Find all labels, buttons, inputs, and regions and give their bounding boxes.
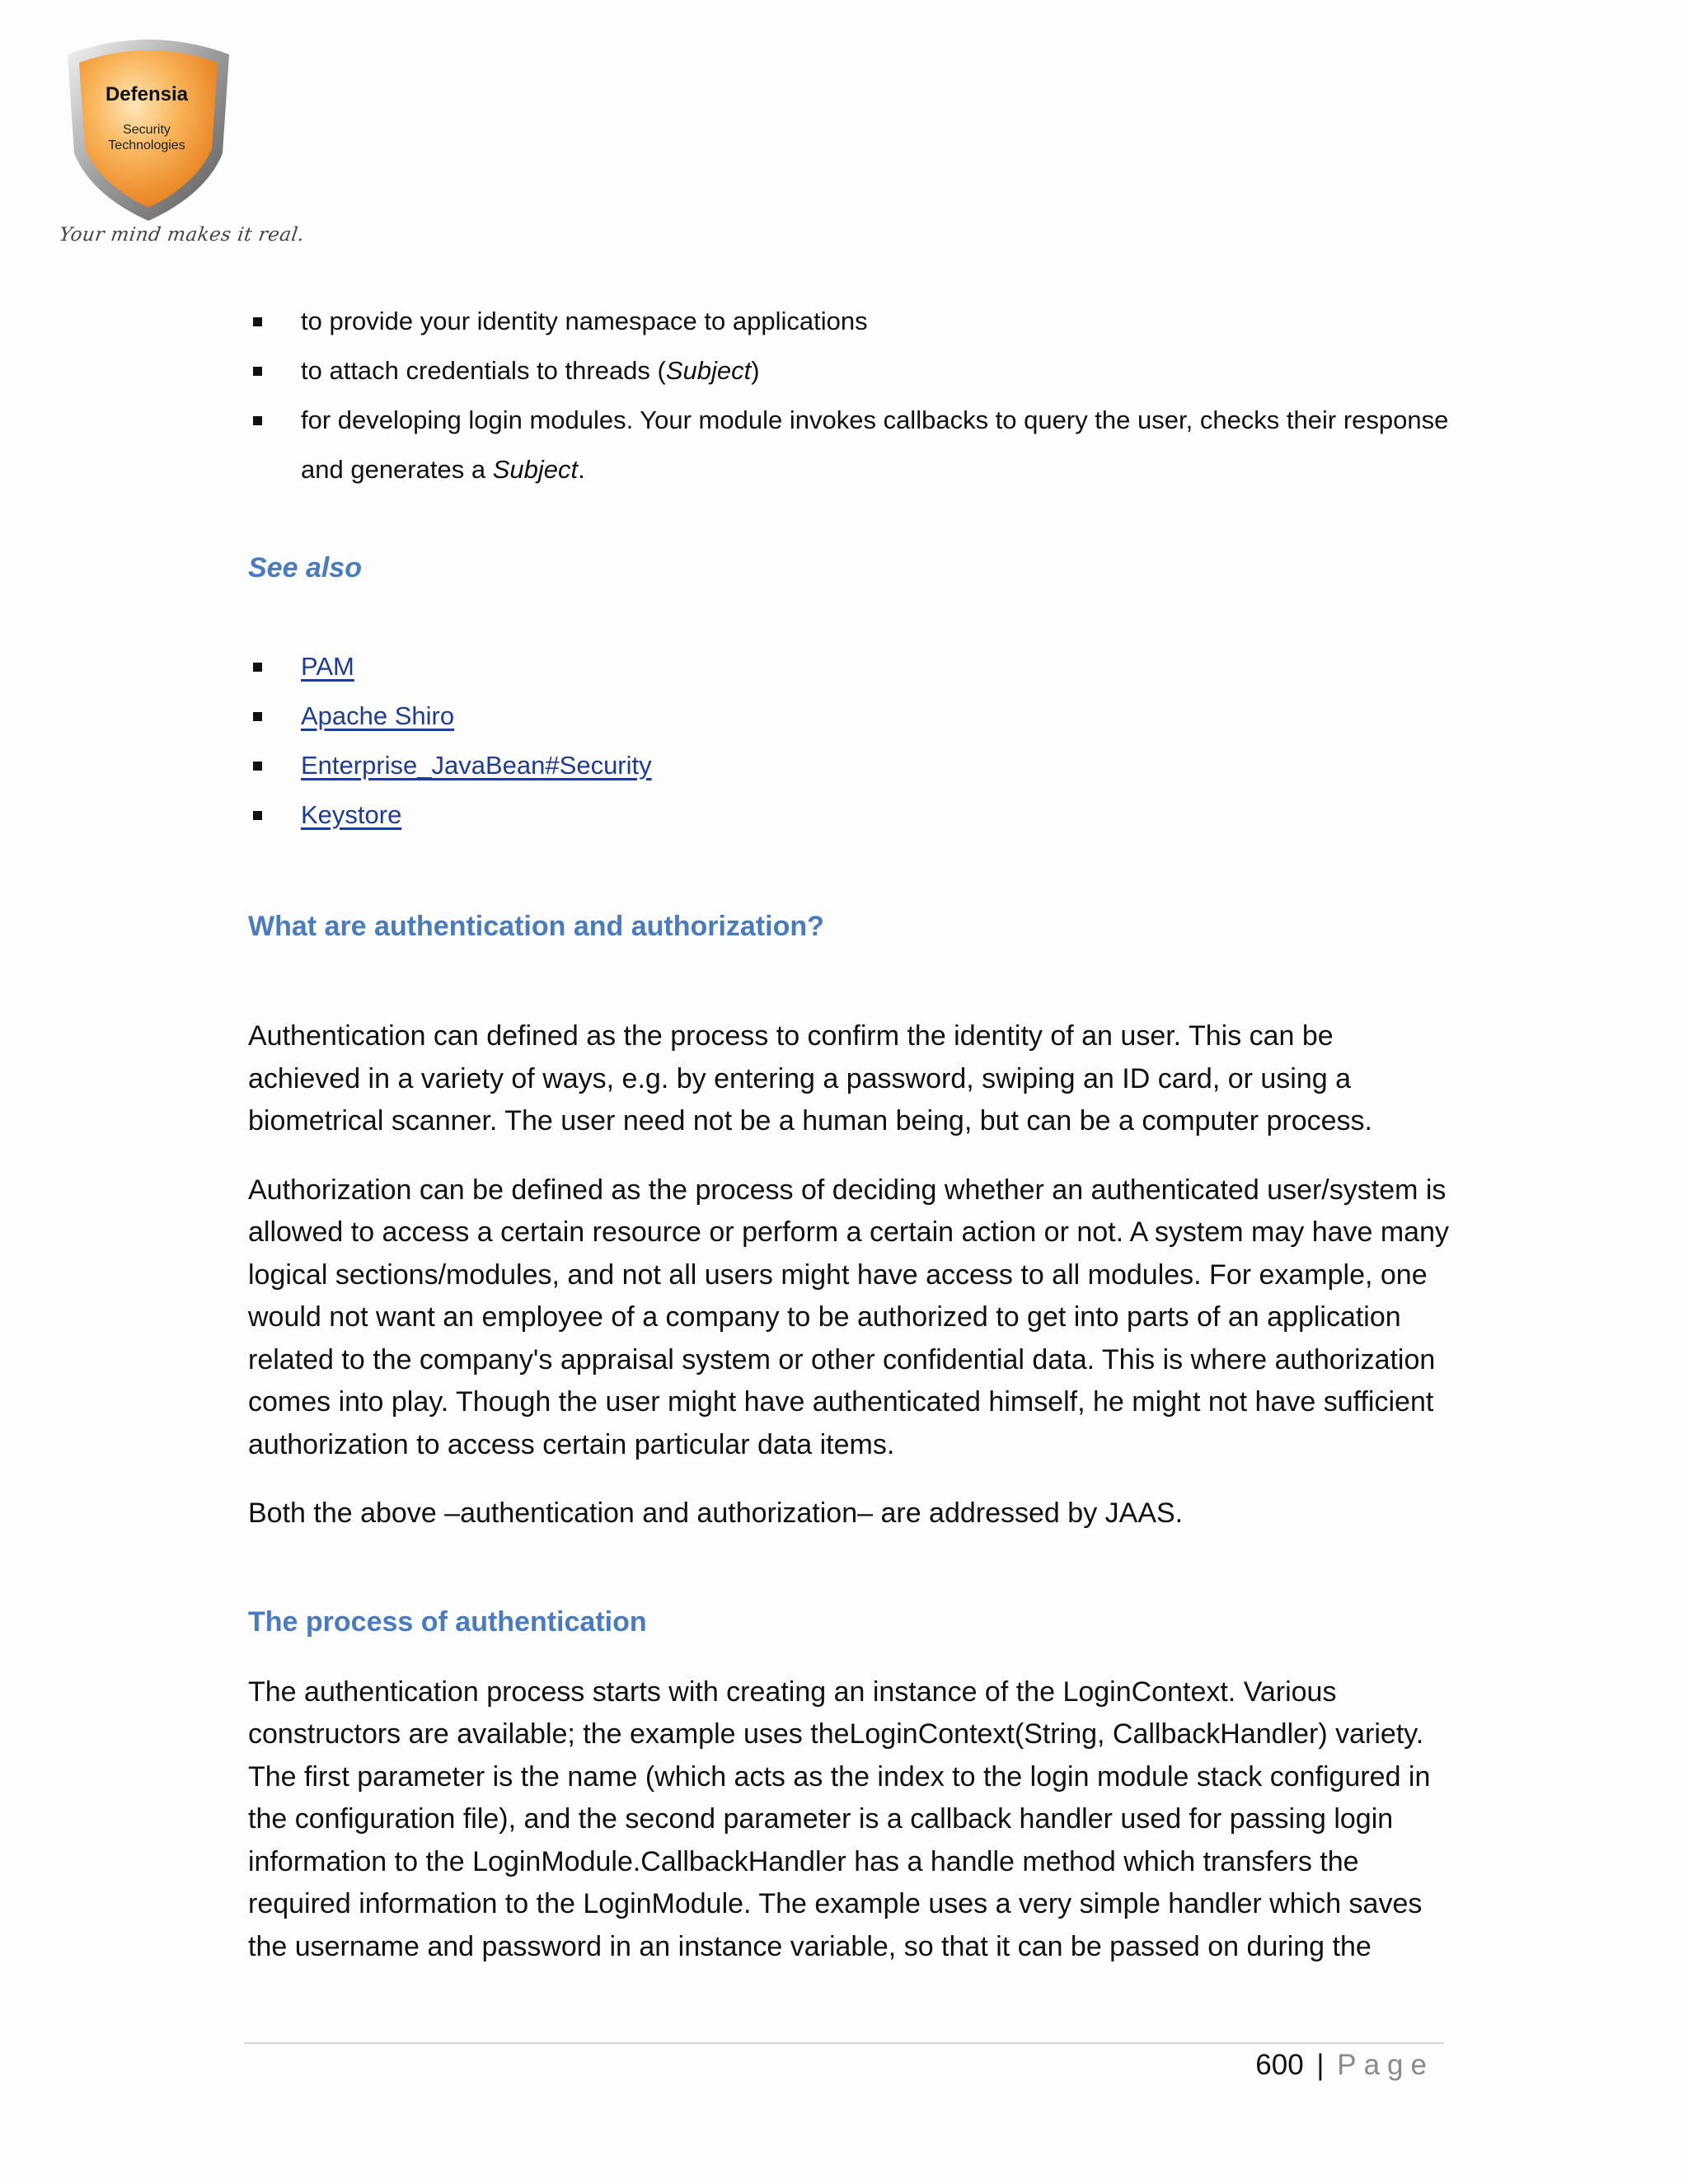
link-enterprise-javabean-security[interactable]: Enterprise_JavaBean#Security (301, 751, 652, 780)
list-item: to attach credentials to threads (Subject) (248, 346, 1451, 396)
list-item: to provide your identity namespace to applications (248, 297, 1451, 346)
link-pam[interactable]: PAM (301, 652, 354, 681)
page-number: 600 (1255, 2049, 1304, 2081)
list-item: for developing login modules. Your module invokes callbacks to query the user, checks their response and generates a Subject. (248, 396, 1451, 494)
link-keystore[interactable]: Keystore (301, 800, 402, 829)
footer-divider (244, 2042, 1444, 2044)
logo-tagline: Your mind makes it real. (58, 224, 307, 246)
footer-separator: | (1316, 2049, 1325, 2081)
list-item (248, 691, 1451, 741)
logo-title: Defensia (105, 83, 189, 105)
auth-paragraph-1: Authentication can defined as the process to confirm the identity of an user. This can be achieved in a variety of ways, e.g. by entering a password, swiping an ID card, or using a biometrical scanner. The user need not be a human being, but can be a computer process. (248, 1020, 1372, 1137)
auth-paragraph-3: Both the above –authentication and authorization– are addressed by JAAS. (248, 1497, 1184, 1529)
auth-paragraph-2: Authorization can be defined as the process of deciding whether an authenticated user/system is allowed to access a certain resource or perform a certain action or not. A system may have many logical sections/modules, and not all users might have access to all modules. For example, one would not want an employee of a company to be authorized to get into parts of an application related to the company's appraisal system or other confidential data. This is where authorization comes into play. Though the user might have authenticated himself, he might not have sufficient authorization to access certain particular data items. (248, 1174, 1450, 1460)
page-footer (1255, 2049, 1434, 2082)
link-apache-shiro[interactable]: Apache Shiro (301, 701, 455, 730)
page-label: Page (1337, 2049, 1434, 2081)
list-item (248, 642, 1451, 691)
company-logo (58, 30, 239, 257)
intro-list (248, 297, 1451, 494)
process-paragraph-1: The authentication process starts with creating an instance of the LoginContext. Various constructors are available; the example uses theLoginContext(String, CallbackHandler) variety. The first parameter is the name (which acts as the index to the login module stack configured in the configuration file), and the second parameter is a callback handler used for passing login information to the LoginModule.CallbackHandler has a handle method which transfers the required information to the LoginModule. The example uses a very simple handler which saves the username and password in an instance variable, so that it can be passed on during the (248, 1675, 1431, 1962)
auth-section-heading: What are authentication and authorization? (248, 911, 824, 942)
process-section-heading: The process of authentication (248, 1605, 647, 1638)
logo-subtitle-2: Technologies (108, 138, 185, 152)
list-item (248, 790, 1451, 840)
logo-subtitle-1: Security (123, 123, 171, 137)
see-also-links (248, 642, 1451, 840)
see-also-heading: See also (248, 552, 362, 583)
shield-icon (58, 30, 239, 227)
page-content (248, 297, 1451, 1994)
list-item (248, 741, 1451, 790)
